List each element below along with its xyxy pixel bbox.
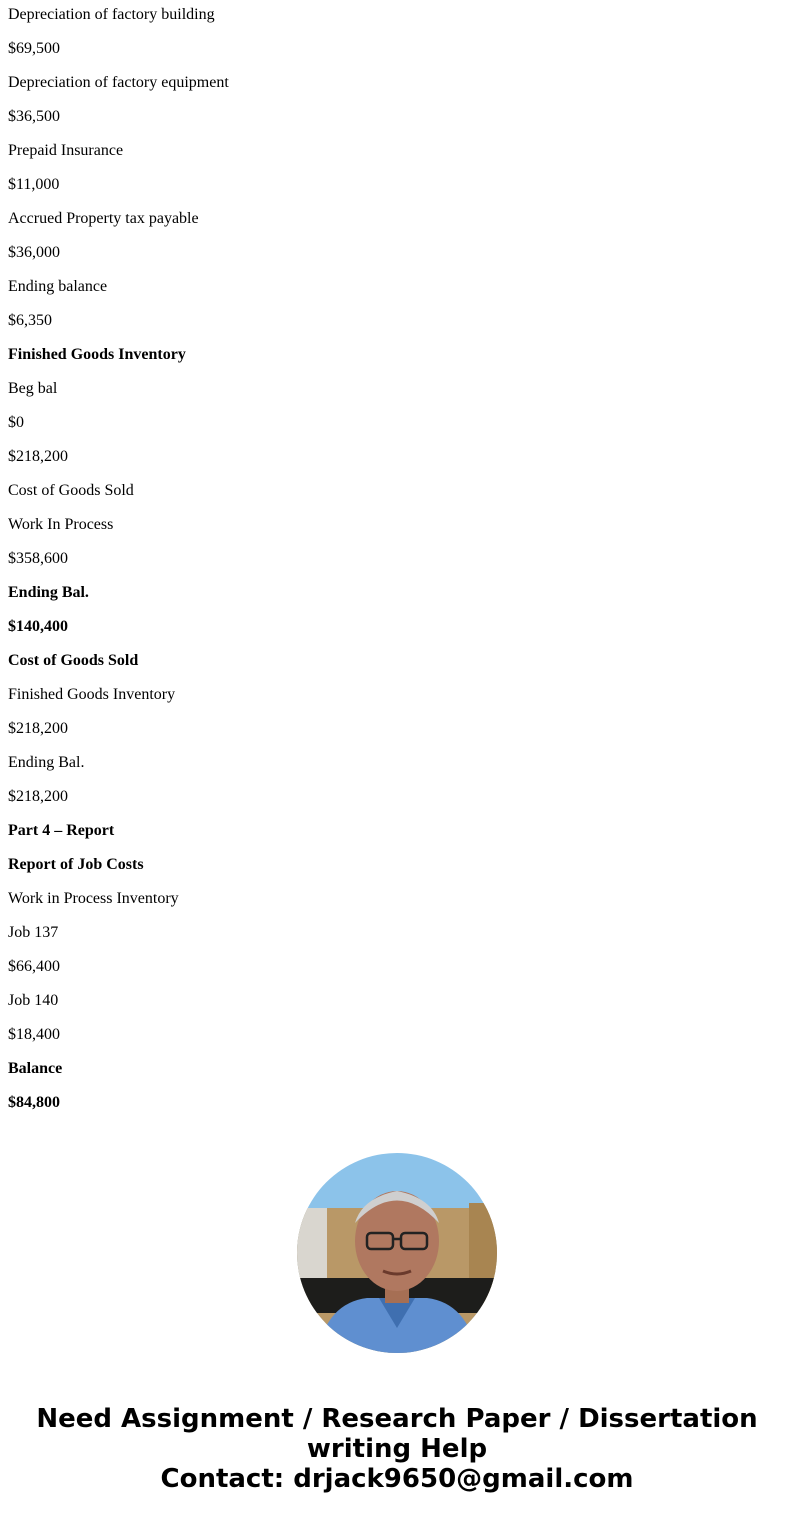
- document-body: [8, 0, 784, 1128]
- text-line: $0: [8, 414, 24, 431]
- text-line: $36,500: [8, 108, 60, 125]
- text-line: Prepaid Insurance: [8, 142, 124, 159]
- text-line: $18,400: [8, 1026, 60, 1043]
- section-heading: $84,800: [8, 1094, 60, 1111]
- section-heading: Ending Bal.: [8, 584, 89, 601]
- text-line: $218,200: [8, 788, 68, 805]
- text-line: $69,500: [8, 40, 60, 57]
- text-line: Work In Process: [8, 516, 114, 533]
- text-line: Accrued Property tax payable: [8, 210, 199, 227]
- text-line: $36,000: [8, 244, 60, 261]
- section-heading: Report of Job Costs: [8, 856, 144, 873]
- text-line: Job 140: [8, 992, 59, 1009]
- text-line: Ending Bal.: [8, 754, 85, 771]
- section-heading: Cost of Goods Sold: [8, 652, 139, 669]
- text-line: Ending balance: [8, 278, 108, 295]
- cta-line-2: writing Help: [306, 1434, 488, 1464]
- text-line: Work in Process Inventory: [8, 890, 179, 907]
- cta-line-3: Contact: drjack9650@gmail.com: [160, 1464, 634, 1494]
- text-line: Cost of Goods Sold: [8, 482, 134, 499]
- text-line: $66,400: [8, 958, 60, 975]
- text-line: $358,600: [8, 550, 68, 567]
- text-line: $11,000: [8, 176, 60, 193]
- text-line: $218,200: [8, 720, 68, 737]
- author-photo: [297, 1153, 497, 1353]
- section-heading: Balance: [8, 1060, 63, 1077]
- section-heading: Part 4 – Report: [8, 822, 115, 839]
- author-avatar: [297, 1153, 497, 1353]
- section-heading: $140,400: [8, 618, 68, 635]
- text-line: $6,350: [8, 312, 52, 329]
- section-heading: Finished Goods Inventory: [8, 346, 186, 363]
- text-line: Depreciation of factory equipment: [8, 74, 229, 91]
- text-line: Job 137: [8, 924, 59, 941]
- text-line: Beg bal: [8, 380, 58, 397]
- text-line: Finished Goods Inventory: [8, 686, 176, 703]
- text-line: $218,200: [8, 448, 68, 465]
- text-line: Depreciation of factory building: [8, 6, 215, 23]
- cta-line-1: Need Assignment / Research Paper / Dissertation: [36, 1404, 758, 1434]
- contact-banner: [0, 1404, 794, 1494]
